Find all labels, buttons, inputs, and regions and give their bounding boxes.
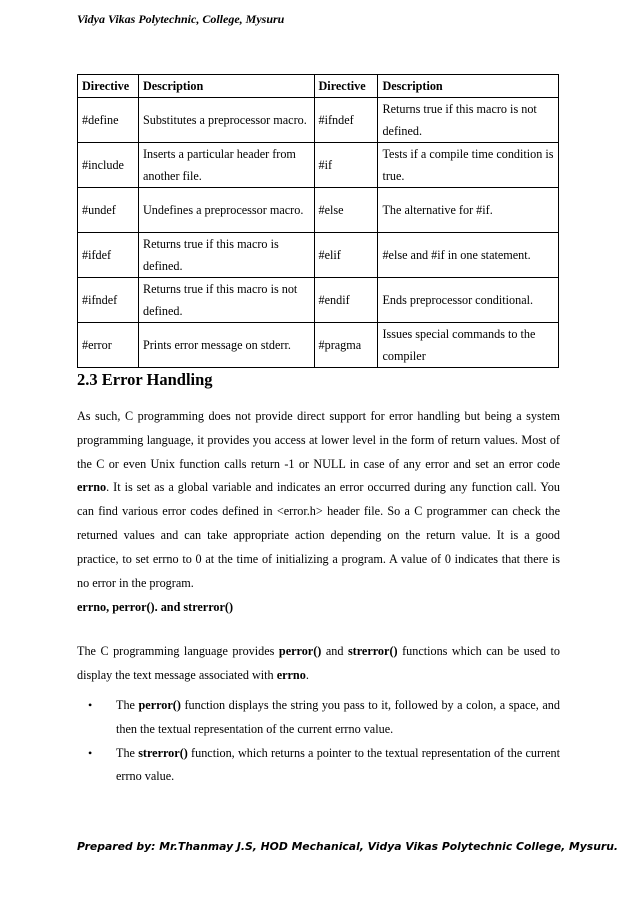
bullet-icon: • xyxy=(88,698,93,712)
paragraph-text: . xyxy=(305,667,309,682)
description-cell: Prints error message on stderr. xyxy=(138,323,314,368)
description-cell: The alternative for #if. xyxy=(378,188,559,233)
function-name: strerror() xyxy=(138,745,188,760)
error-handling-paragraph xyxy=(77,405,560,595)
section-title: 2.3 Error Handling xyxy=(77,370,213,389)
paragraph-text: and xyxy=(321,644,348,658)
page-footer: Prepared by: Mr.Thanmay J.S, HOD Mechanical, Vidya Vikas Polytechnic College, Mysuru. xyxy=(77,840,619,853)
description-cell: Undefines a preprocessor macro. xyxy=(138,188,314,233)
description-cell: Tests if a compile time condition is true. xyxy=(378,143,559,188)
paragraph-text: . It is set as a global variable and indicates an error occurred during any function call. You can find various error codes defined in <error.h> header file. So a C programmer can check the returned values and can take appropriate action depending on the return value. It is a good practice, to set errno to 0 at the time of initializing a program. A value of 0 indicates that there is no error in the program. xyxy=(77,480,560,590)
directive-cell: #ifndef xyxy=(78,278,139,323)
preprocessor-directives-table xyxy=(77,74,559,368)
paragraph-text: As such, C programming does not provide direct support for error handling but being a system programming language, it provides you access at lower level in the form of return values. Most of the C or even Unix function calls return -1 or NULL in case of any error and set an error code xyxy=(77,409,560,471)
item-text: function displays the string you pass to it, followed by a colon, a space, and then the textual representation of the current errno value. xyxy=(116,698,560,736)
description-cell: Returns true if this macro is not defined. xyxy=(138,278,314,323)
page-header: Vidya Vikas Polytechnic, College, Mysuru xyxy=(77,12,285,26)
directive-cell: #endif xyxy=(314,278,378,323)
paragraph-text: functions which can be used to display the text message associated with xyxy=(77,644,560,682)
description-cell: Issues special commands to the compiler xyxy=(378,323,559,368)
column-header: Description xyxy=(138,75,314,98)
item-text: The xyxy=(116,745,139,760)
function-name: perror() xyxy=(138,698,181,712)
description-cell: Substitutes a preprocessor macro. xyxy=(138,98,314,143)
directive-cell: #ifdef xyxy=(78,233,139,278)
directive-cell: #pragma xyxy=(314,323,378,368)
directive-cell: #ifndef xyxy=(314,98,378,143)
column-header: Directive xyxy=(314,75,378,98)
table-row xyxy=(78,233,559,278)
perror-keyword: perror() xyxy=(278,644,322,658)
item-text: The xyxy=(116,698,139,712)
description-cell: Returns true if this macro is not defined. xyxy=(378,98,559,143)
directive-cell: #else xyxy=(314,188,378,233)
directive-cell: #if xyxy=(314,143,378,188)
errno-keyword: errno xyxy=(77,480,107,495)
column-header: Description xyxy=(378,75,559,98)
strerror-keyword: strerror() xyxy=(347,644,398,658)
table-row xyxy=(78,143,559,188)
paragraph-text: The C programming language provides xyxy=(77,644,279,658)
bullet-list xyxy=(77,694,560,789)
table-row xyxy=(78,98,559,143)
table-row xyxy=(78,278,559,323)
errno-keyword: errno xyxy=(276,667,306,682)
description-cell: Inserts a particular header from another file. xyxy=(138,143,314,188)
description-cell: #else and #if in one statement. xyxy=(378,233,559,278)
list-item xyxy=(77,742,560,790)
directive-cell: #elif xyxy=(314,233,378,278)
subheading: errno, perror(). and strerror() xyxy=(77,600,234,614)
description-cell: Returns true if this macro is defined. xyxy=(138,233,314,278)
table-row xyxy=(78,188,559,233)
directive-cell: #error xyxy=(78,323,139,368)
directive-cell: #include xyxy=(78,143,139,188)
bullet-icon: • xyxy=(88,745,93,760)
item-text: function, which returns a pointer to the textual representation of the current errno value. xyxy=(116,745,560,784)
list-item xyxy=(77,694,560,742)
table-header-row xyxy=(78,75,559,98)
column-header: Directive xyxy=(78,75,139,98)
directive-cell: #undef xyxy=(78,188,139,233)
table-row xyxy=(78,323,559,368)
description-cell: Ends preprocessor conditional. xyxy=(378,278,559,323)
functions-paragraph xyxy=(77,640,560,688)
directive-cell: #define xyxy=(78,98,139,143)
